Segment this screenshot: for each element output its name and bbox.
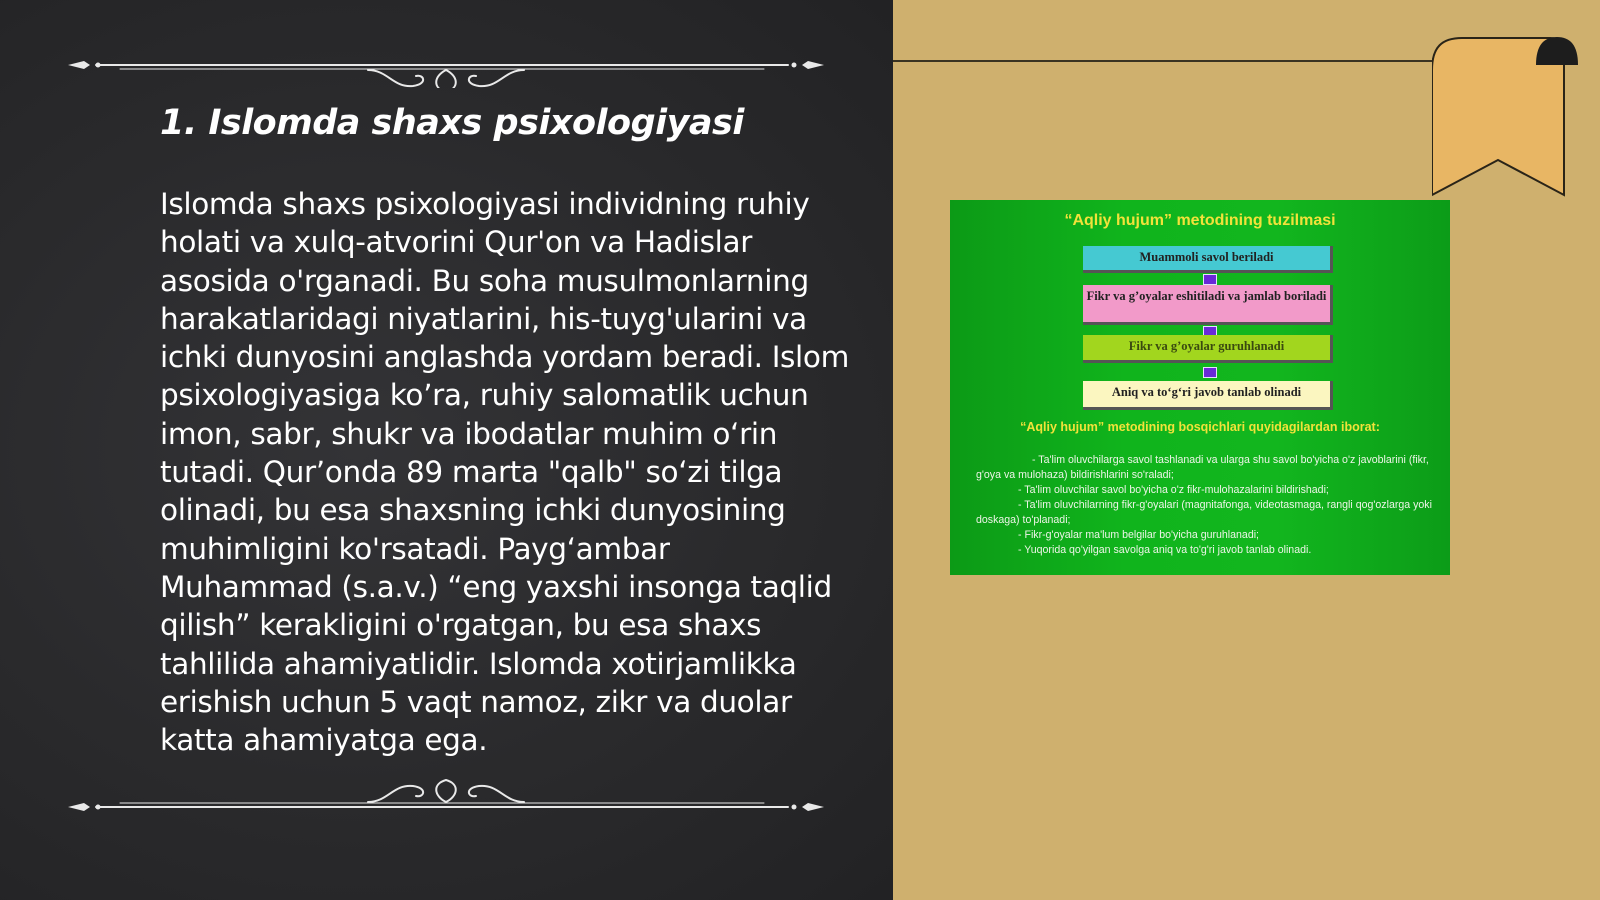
bottom-flourish-divider: [68, 778, 824, 818]
diagram-title: “Aqliy hujum” metodining tuzilmasi: [1064, 212, 1336, 229]
list-item: - Ta'lim oluvchilarning fikr-g'oyalari (magnitafonga, videotasmaga, rangli qog'ozlarga yoki doskaga) to'planadi;: [976, 499, 1432, 526]
diagram-step-4: Aniq va to‘g‘ri javob tanlab olinadi: [1083, 381, 1333, 410]
bookmark-ribbon-icon: [1432, 35, 1592, 200]
diagram-step-2: Fikr va g’oyalar eshitiladi va jamlab boriladi: [1083, 285, 1333, 325]
list-item: - Ta'lim oluvchilarga savol tashlanadi va ularga shu savol bo'yicha o'z javoblarini (fikr, g'oya va mulohaza) bildirishlarini so'raladi;: [976, 454, 1429, 481]
top-flourish-divider: [68, 48, 824, 88]
list-item: - Ta'lim oluvchilar savol bo'yicha o'z fikr-mulohazalarini bildirishadi;: [1018, 484, 1329, 496]
down-arrow-icon: [1203, 367, 1217, 378]
diagram-stage-list: [976, 453, 1436, 558]
slide-title: 1. Islomda shaxs psixologiyasi: [160, 103, 744, 143]
horizontal-rule: [893, 60, 1453, 62]
list-item: - Fikr-g'oyalar ma'lum belgilar bo'yicha guruhlanadi;: [1018, 529, 1260, 541]
diagram-step-1: Muammoli savol beriladi: [1083, 246, 1333, 273]
list-item: - Yuqorida qo'yilgan savolga aniq va to'g'ri javob tanlab olinadi.: [1018, 544, 1312, 556]
aqliy-hujum-diagram: [950, 200, 1450, 575]
slide-body-text: Islomda shaxs psixologiyasi individning ruhiy holati va xulq-atvorini Qur'on va Hadislar asosida o'rganadi. Bu soha musulmonlarning harakatlaridagi niyatlarini, his-tuyg'ularini va ichki dunyosini anglashda yordam beradi. Islom psixologiyasiga ko’ra, ruhiy salomatlik uchun imon, sabr, shukr va ibodatlar muhim o‘rin tutadi. Qur’onda 89 marta "qalb" so‘zi tilga olinadi, bu esa shaxsning ichki dunyosining muhimligini ko'rsatadi. Payg‘ambar Muhammad (s.a.v.) “eng yaxshi insonga taqlid qilish” kerakligini o'rgatgan, bu esa shaxs tahlilida ahamiyatlidir. Islomda xotirjamlikka erishish uchun 5 vaqt namoz, zikr va duolar katta ahamiyatga ega.: [160, 187, 849, 758]
down-arrow-icon: [1203, 274, 1217, 285]
diagram-step-3: Fikr va g’oyalar guruhlanadi: [1083, 335, 1333, 363]
diagram-subtitle: “Aqliy hujum” metodining bosqichlari quyidagilardan iborat:: [1020, 420, 1380, 434]
